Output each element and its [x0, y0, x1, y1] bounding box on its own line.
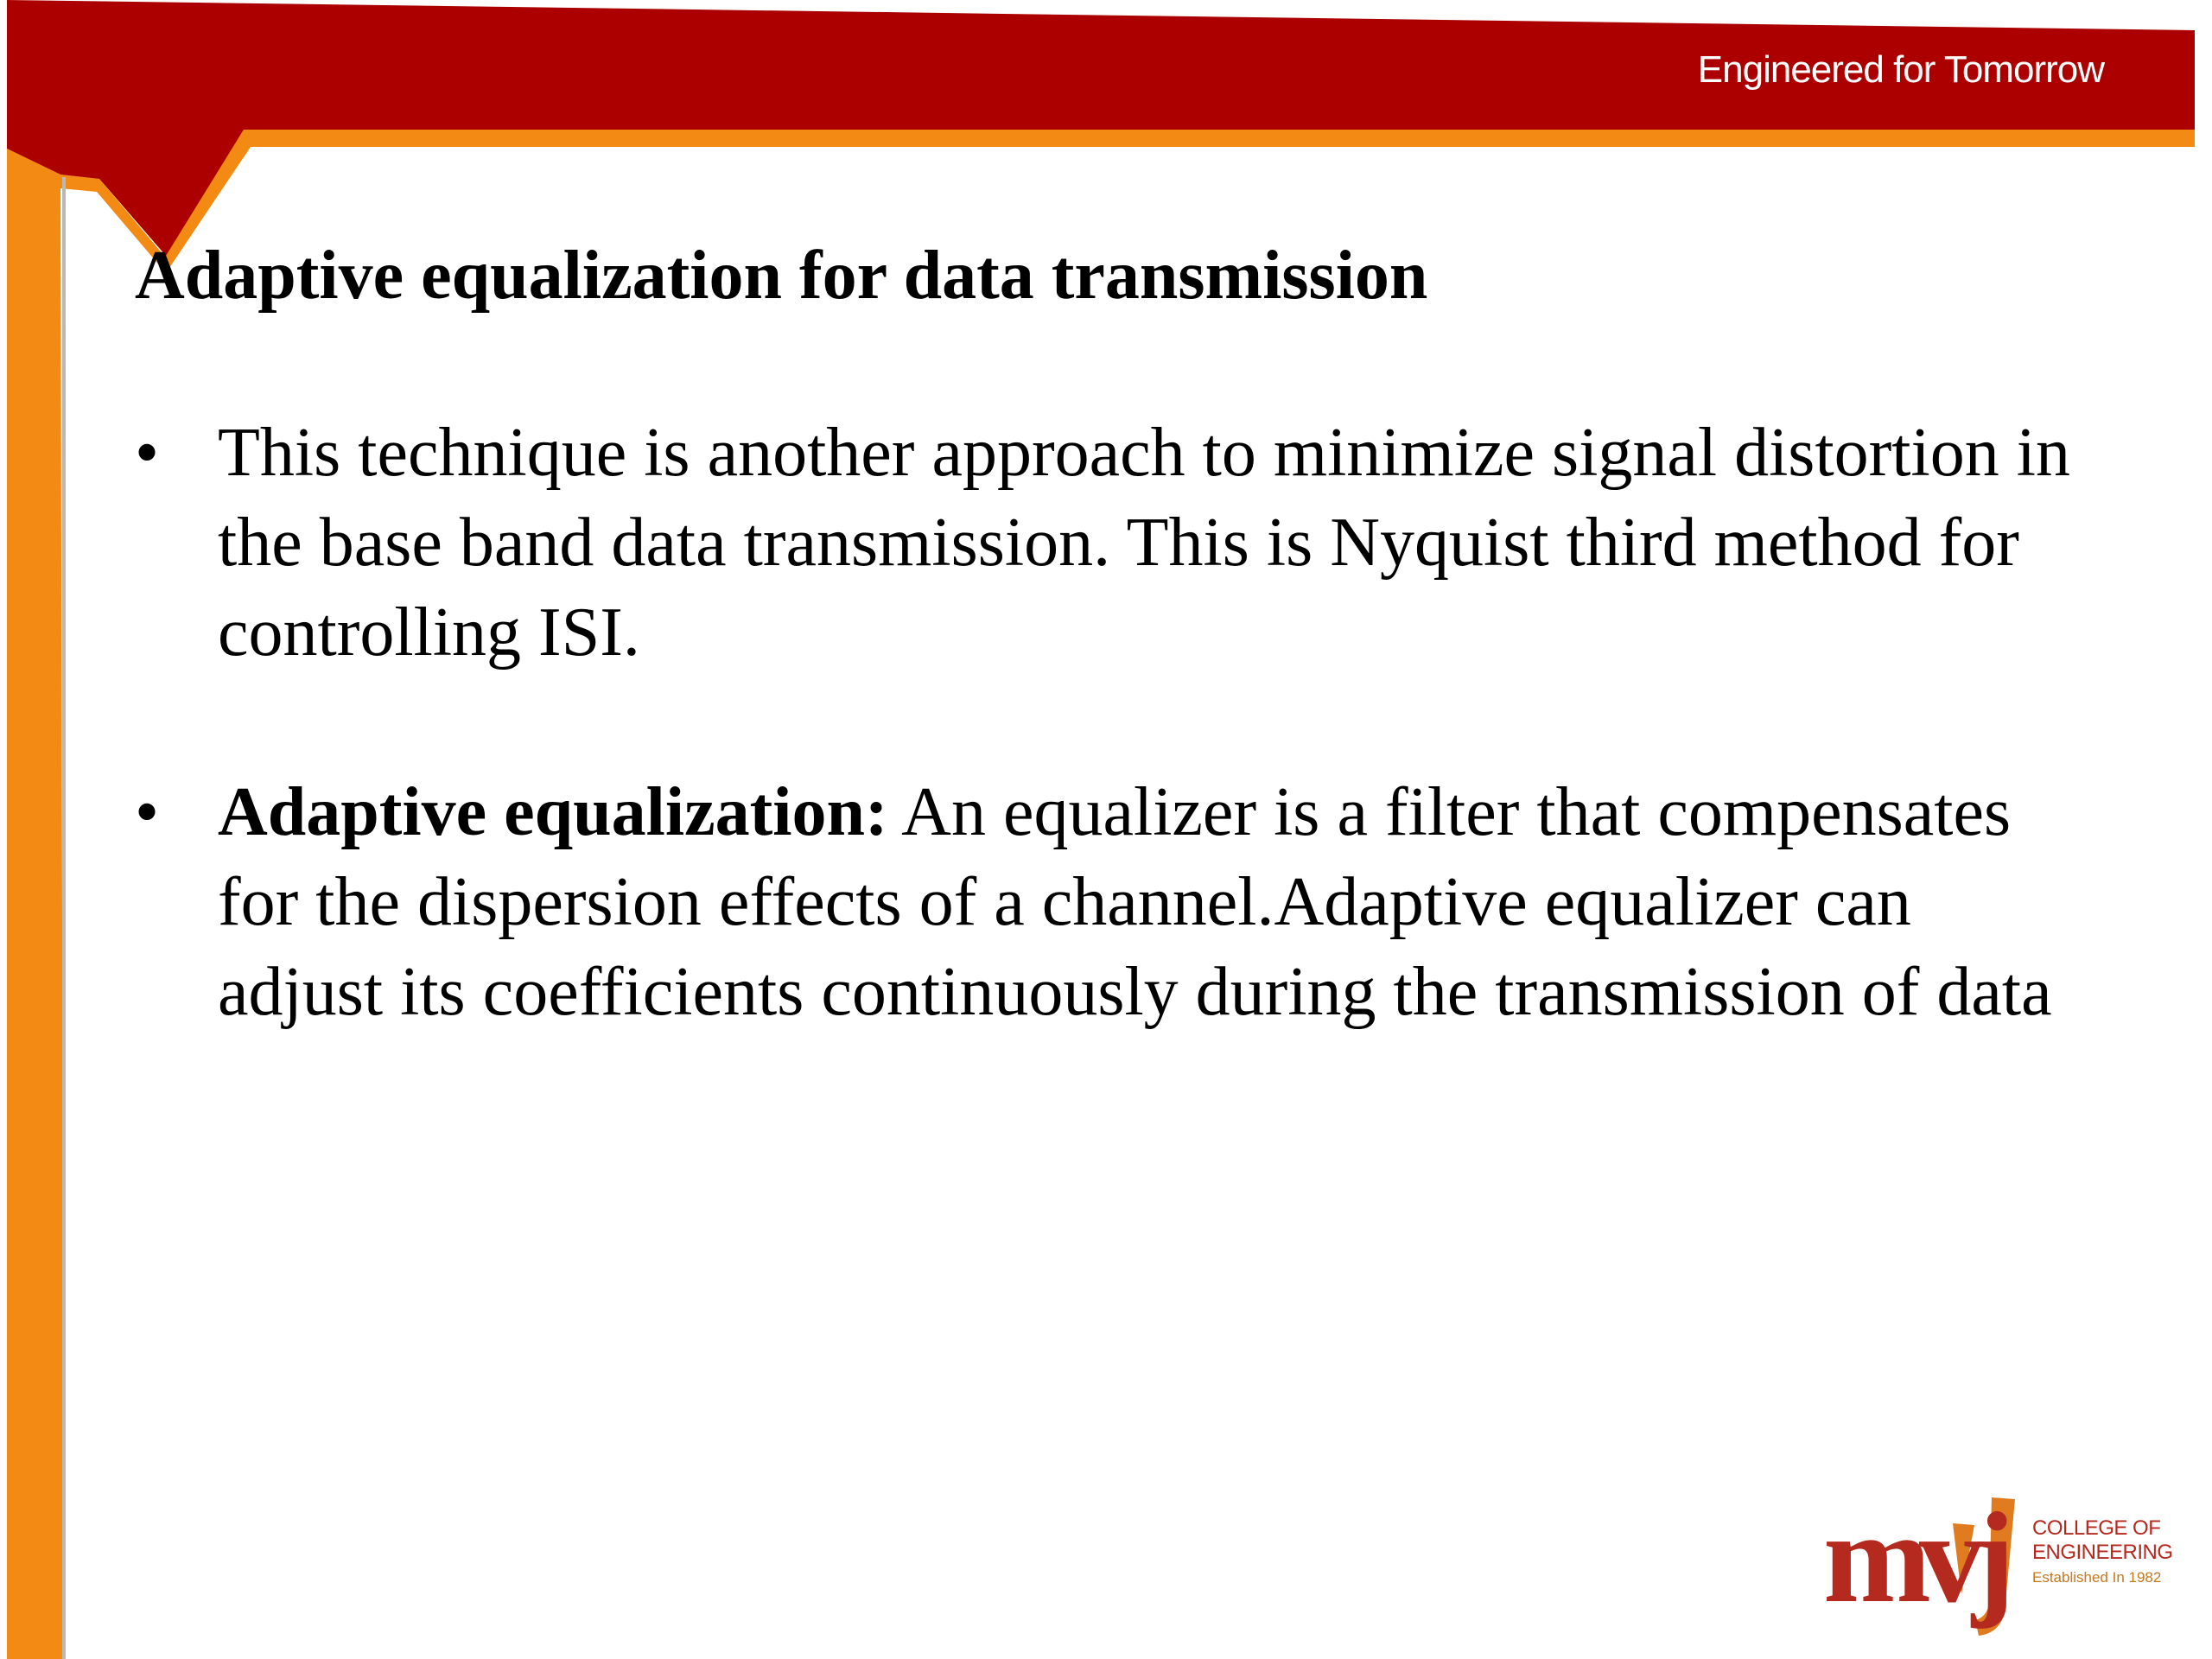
- header-tagline: Engineered for Tomorrow: [1697, 48, 2104, 91]
- bullet-body: This technique is another approach to minimize signal distortion in the base band data transmission. This is Nyquist third method for controlling ISI.: [218, 415, 2070, 671]
- logo-line-engineering: ENGINEERING: [2032, 1541, 2173, 1564]
- bullet-item: [135, 408, 2088, 677]
- logo-text: [2032, 1518, 2188, 1585]
- logo-established: Established In 1982: [2032, 1569, 2162, 1586]
- bullet-item: [135, 767, 2088, 1037]
- bullet-marker: •: [135, 774, 160, 850]
- bullet-text: [218, 415, 2070, 671]
- slide-title: Adaptive equalization for data transmission: [135, 238, 1428, 314]
- logo-wordmark: mvj: [1823, 1491, 2003, 1630]
- mvj-logo-mark: [1823, 1491, 2031, 1637]
- bullet-marker: •: [135, 415, 160, 491]
- logo-line-college: COLLEGE OF: [2032, 1516, 2161, 1540]
- bullet-text: [218, 774, 2052, 1030]
- left-orange-bar: [7, 149, 64, 1659]
- bullet-list: [135, 408, 2088, 1037]
- college-logo: [1823, 1491, 2186, 1637]
- bullet-lead: Adaptive equalization:: [218, 774, 888, 850]
- header-red-band: [7, 0, 2195, 256]
- bullet-body: An equalizer is a filter that compensates for the dispersion effects of a channel.Adaptive equalizer can adjust its coefficients continuously during the transmission of data: [218, 774, 2052, 1030]
